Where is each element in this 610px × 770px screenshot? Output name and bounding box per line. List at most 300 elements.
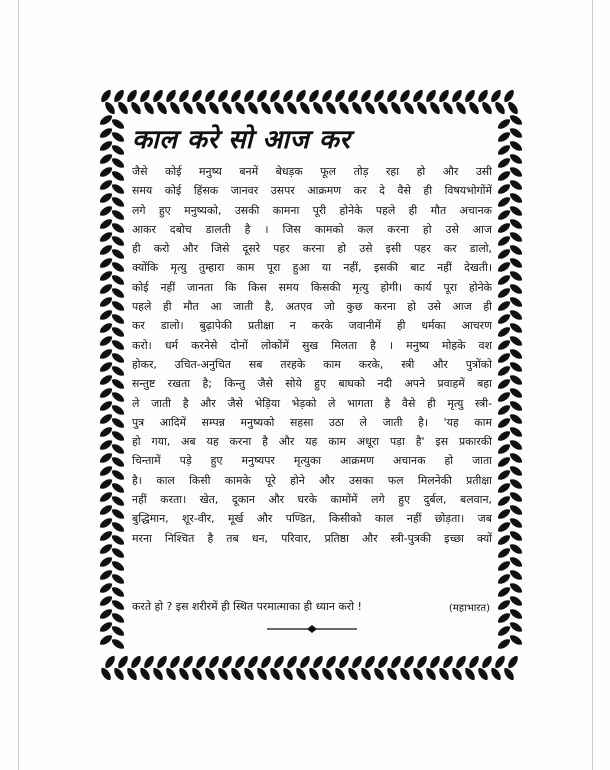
border-leaf	[497, 339, 512, 352]
border-leaf	[230, 89, 243, 104]
border-leaf	[126, 89, 139, 104]
border-leaf	[99, 465, 114, 478]
border-leaf	[451, 89, 464, 104]
border-leaf	[230, 667, 243, 682]
border-leaf	[139, 89, 152, 104]
body-line: बुद्धिमान, शूर-वीर, मूर्ख और पण्डित, किसीको काल नहीं छोड़ता। जब	[132, 512, 492, 526]
border-leaf	[503, 89, 516, 104]
border-leaf	[111, 248, 126, 261]
border-leaf	[111, 339, 126, 352]
border-leaf	[111, 599, 126, 612]
border-leaf	[338, 655, 351, 670]
body-line: सन्तुष्ट रखता है; किन्तु जैसे सोये हुए बाघको नदी अपने प्रवाहमें बहा	[132, 377, 492, 391]
body-line: है। काल किसी कामके पूरे होने और उसका फल मिलनेकी प्रतीक्षा	[132, 473, 492, 487]
border-leaf	[100, 89, 113, 104]
border-leaf	[195, 101, 208, 116]
border-leaf	[386, 89, 399, 104]
border-leaf	[497, 196, 512, 209]
border-leaf	[468, 101, 481, 116]
border-leaf	[99, 595, 114, 608]
border-leaf	[497, 222, 512, 235]
border-leaf	[334, 89, 347, 104]
border-leaf	[497, 131, 512, 144]
border-leaf	[99, 413, 114, 426]
border-leaf	[477, 89, 490, 104]
border-leaf	[111, 274, 126, 287]
border-leaf	[204, 89, 217, 104]
border-leaf	[497, 300, 512, 313]
border-leaf	[156, 655, 169, 670]
border-leaf	[111, 170, 126, 183]
border-leaf	[497, 482, 512, 495]
border-leaf	[399, 89, 412, 104]
border-leaf	[111, 391, 126, 404]
border-leaf	[113, 667, 126, 682]
border-leaf	[509, 270, 524, 283]
border-leaf	[497, 560, 512, 573]
border-leaf	[308, 667, 321, 682]
border-leaf	[468, 655, 481, 670]
border-leaf	[509, 595, 524, 608]
border-leaf	[477, 667, 490, 682]
border-leaf	[191, 89, 204, 104]
border-leaf	[111, 196, 126, 209]
border-leaf	[509, 387, 524, 400]
border-leaf	[438, 667, 451, 682]
border-leaf	[481, 655, 494, 670]
border-leaf	[143, 655, 156, 670]
border-leaf	[99, 491, 114, 504]
border-leaf	[509, 400, 524, 413]
border-leaf	[451, 667, 464, 682]
border-leaf	[364, 655, 377, 670]
border-leaf	[117, 101, 130, 116]
body-line: मरना निश्चित है तब धन, परिवार, प्रतिष्ठा और स्त्री-पुत्रकी इच्छा क्यों	[132, 531, 492, 545]
border-leaf	[509, 361, 524, 374]
border-leaf	[111, 482, 126, 495]
border-leaf	[403, 101, 416, 116]
bordered-frame	[98, 88, 524, 682]
border-leaf	[308, 89, 321, 104]
border-leaf	[111, 261, 126, 274]
border-leaf	[111, 378, 126, 391]
border-leaf	[99, 257, 114, 270]
border-leaf	[111, 586, 126, 599]
border-leaf	[497, 430, 512, 443]
border-leaf	[99, 283, 114, 296]
border-leaf	[509, 244, 524, 257]
border-leaf	[165, 667, 178, 682]
border-leaf	[99, 127, 114, 140]
border-leaf	[111, 547, 126, 560]
border-leaf	[497, 547, 512, 560]
border-leaf	[438, 89, 451, 104]
border-leaf	[377, 655, 390, 670]
border-leaf	[509, 582, 524, 595]
body-line: होकर, उचित-अनुचित सब तरहके काम करके, स्त्री और पुत्रोंको	[132, 357, 492, 371]
body-line: क्योंकि मृत्यु तुम्हारा काम पूरा हुआ या नहीं, इसकी बाट नहीं देखती।	[132, 261, 492, 275]
closing-line: करते हो ? इस शरीरमें ही स्थित परमात्माका ही ध्यान करो !	[132, 600, 362, 613]
border-leaf	[425, 667, 438, 682]
border-leaf	[412, 89, 425, 104]
border-leaf	[260, 655, 273, 670]
border-leaf	[295, 667, 308, 682]
border-leaf	[497, 248, 512, 261]
border-leaf	[386, 667, 399, 682]
border-leaf	[509, 192, 524, 205]
border-leaf	[260, 101, 273, 116]
border-leaf	[497, 118, 512, 131]
border-leaf	[509, 322, 524, 335]
border-leaf	[497, 456, 512, 469]
border-leaf	[509, 296, 524, 309]
border-leaf	[111, 573, 126, 586]
border-leaf	[509, 517, 524, 530]
border-leaf	[509, 114, 524, 127]
border-leaf	[497, 287, 512, 300]
border-leaf	[299, 655, 312, 670]
border-leaf	[113, 89, 126, 104]
border-leaf	[509, 127, 524, 140]
border-leaf	[347, 89, 360, 104]
border-leaf	[509, 543, 524, 556]
body-line: ही करो और जिसे दूसरे पहर करना हो उसे इसी पहर कर डालो,	[132, 242, 492, 256]
border-leaf	[509, 218, 524, 231]
border-leaf	[111, 534, 126, 547]
border-leaf	[99, 517, 114, 530]
border-leaf	[221, 655, 234, 670]
border-leaf	[130, 101, 143, 116]
border-leaf	[390, 655, 403, 670]
border-leaf	[403, 655, 416, 670]
border-leaf	[360, 667, 373, 682]
border-leaf	[208, 655, 221, 670]
border-leaf	[509, 569, 524, 582]
border-leaf	[99, 543, 114, 556]
border-leaf	[497, 365, 512, 378]
body-line: हो गया, अब यह करना है और यह काम अधूरा पड़ा है' इस प्रकारकी	[132, 435, 492, 449]
border-leaf	[99, 504, 114, 517]
border-leaf	[169, 101, 182, 116]
border-leaf	[156, 101, 169, 116]
border-leaf	[497, 508, 512, 521]
border-leaf	[442, 101, 455, 116]
border-leaf	[503, 667, 516, 682]
border-leaf	[152, 89, 165, 104]
body-line: ले जाती है और जैसे भेड़िया भेड़को ले भागता है वैसे ही मृत्यु स्त्री-	[132, 396, 492, 410]
border-leaf	[143, 101, 156, 116]
border-leaf	[347, 667, 360, 682]
border-leaf	[99, 569, 114, 582]
border-leaf	[99, 166, 114, 179]
body-line: करो। धर्म करनेसे दोनों लोकोंमें सुख मिलता है । मनुष्य मोहके वश	[132, 338, 492, 352]
border-leaf	[182, 655, 195, 670]
border-leaf	[256, 89, 269, 104]
border-leaf	[497, 534, 512, 547]
border-leaf	[497, 352, 512, 365]
border-leaf	[217, 89, 230, 104]
border-leaf	[325, 655, 338, 670]
border-leaf	[497, 573, 512, 586]
border-leaf	[269, 89, 282, 104]
border-leaf	[497, 378, 512, 391]
border-leaf	[269, 667, 282, 682]
border-leaf	[455, 655, 468, 670]
border-leaf	[509, 452, 524, 465]
border-leaf	[299, 101, 312, 116]
border-leaf	[373, 89, 386, 104]
border-leaf	[111, 313, 126, 326]
border-leaf	[429, 101, 442, 116]
border-leaf	[111, 417, 126, 430]
border-leaf	[364, 101, 377, 116]
border-leaf	[509, 465, 524, 478]
border-leaf	[497, 495, 512, 508]
border-leaf	[99, 335, 114, 348]
border-leaf	[509, 374, 524, 387]
border-leaf	[282, 667, 295, 682]
body-line: नहीं करता। खेत, दूकान और घरके कामोंमें लगे हुए दुर्बल, बलवान,	[132, 493, 492, 507]
body-line: पहले ही मौत आ जाती है, अतएव जो कुछ करना हो उसे आज ही	[132, 300, 492, 314]
border-leaf	[111, 612, 126, 625]
border-leaf	[509, 504, 524, 517]
border-leaf	[104, 101, 117, 116]
border-leaf	[234, 655, 247, 670]
border-leaf	[273, 655, 286, 670]
border-leaf	[234, 101, 247, 116]
border-leaf	[99, 348, 114, 361]
border-leaf	[360, 89, 373, 104]
border-leaf	[99, 634, 114, 647]
border-leaf	[497, 417, 512, 430]
border-leaf	[509, 309, 524, 322]
border-leaf	[497, 586, 512, 599]
border-leaf	[204, 667, 217, 682]
border-leaf	[99, 608, 114, 621]
border-leaf	[111, 287, 126, 300]
border-leaf	[178, 89, 191, 104]
border-leaf	[182, 101, 195, 116]
border-leaf	[221, 101, 234, 116]
border-leaf	[509, 153, 524, 166]
border-leaf	[99, 309, 114, 322]
border-leaf	[416, 101, 429, 116]
border-leaf	[273, 101, 286, 116]
border-leaf	[416, 655, 429, 670]
border-leaf	[247, 101, 260, 116]
border-leaf	[509, 166, 524, 179]
border-leaf	[295, 89, 308, 104]
border-leaf	[464, 89, 477, 104]
border-leaf	[99, 374, 114, 387]
border-leaf	[111, 443, 126, 456]
border-leaf	[509, 179, 524, 192]
border-leaf	[351, 655, 364, 670]
body-line: समय कोई हिंसक जानवर उसपर आक्रमण कर दे वैसे ही विषयभोगोंमें	[132, 184, 492, 198]
border-leaf	[497, 599, 512, 612]
border-leaf	[509, 491, 524, 504]
border-leaf	[399, 667, 412, 682]
border-leaf	[99, 439, 114, 452]
border-leaf	[152, 667, 165, 682]
border-leaf	[99, 179, 114, 192]
border-leaf	[509, 556, 524, 569]
border-leaf	[509, 634, 524, 647]
border-leaf	[497, 326, 512, 339]
border-leaf	[497, 209, 512, 222]
border-leaf	[497, 274, 512, 287]
border-leaf	[321, 667, 334, 682]
body-line: आकर दबोच डालती है । जिस कामको कल करना हो उसे आज	[132, 222, 492, 236]
border-leaf	[111, 326, 126, 339]
border-leaf	[509, 608, 524, 621]
border-leaf	[99, 556, 114, 569]
border-leaf	[497, 235, 512, 248]
border-leaf	[464, 667, 477, 682]
border-leaf	[497, 183, 512, 196]
border-leaf	[99, 530, 114, 543]
border-leaf	[442, 655, 455, 670]
border-leaf	[497, 469, 512, 482]
border-leaf	[509, 283, 524, 296]
border-leaf	[247, 655, 260, 670]
border-leaf	[111, 560, 126, 573]
body-line: पुत्र आदिमें सम्पन्न मनुष्यको सहसा उठा ले जाती है। 'यह काम	[132, 415, 492, 429]
border-leaf	[208, 101, 221, 116]
border-leaf	[111, 521, 126, 534]
border-leaf	[99, 361, 114, 374]
border-leaf	[429, 655, 442, 670]
border-leaf	[286, 655, 299, 670]
body-line: लगे हुए मनुष्यको, उसकी कामना पूरी होनेके पहले ही मौत अचानक	[132, 203, 492, 217]
article-body	[132, 162, 492, 548]
border-leaf	[111, 638, 126, 651]
border-leaf	[104, 655, 117, 670]
border-leaf	[509, 140, 524, 153]
border-leaf	[139, 667, 152, 682]
border-leaf	[99, 140, 114, 153]
border-leaf	[111, 352, 126, 365]
border-leaf	[126, 667, 139, 682]
border-leaf	[497, 391, 512, 404]
border-leaf	[111, 118, 126, 131]
border-leaf	[497, 443, 512, 456]
border-leaf	[111, 495, 126, 508]
border-leaf	[99, 153, 114, 166]
border-leaf	[497, 404, 512, 417]
border-leaf	[169, 655, 182, 670]
border-leaf	[494, 101, 507, 116]
border-leaf	[509, 257, 524, 270]
border-leaf	[111, 365, 126, 378]
border-leaf	[111, 157, 126, 170]
border-leaf	[507, 655, 520, 670]
border-leaf	[325, 101, 338, 116]
border-leaf	[497, 612, 512, 625]
border-leaf	[100, 667, 113, 682]
border-leaf	[497, 625, 512, 638]
border-leaf	[412, 667, 425, 682]
border-leaf	[130, 655, 143, 670]
border-leaf	[99, 400, 114, 413]
source-attribution: (महाभारत)	[448, 603, 490, 614]
border-leaf	[111, 404, 126, 417]
border-leaf	[111, 430, 126, 443]
border-leaf	[490, 89, 503, 104]
border-leaf	[111, 209, 126, 222]
border-leaf	[99, 218, 114, 231]
border-leaf	[497, 157, 512, 170]
border-leaf	[111, 183, 126, 196]
border-leaf	[425, 89, 438, 104]
border-leaf	[117, 655, 130, 670]
border-leaf	[99, 621, 114, 634]
body-line: चिन्तामें पड़े हुए मनुष्यपर मृत्युका आक्रमण अचानक हो जाता	[132, 454, 492, 468]
border-leaf	[497, 144, 512, 157]
border-leaf	[243, 667, 256, 682]
border-leaf	[195, 655, 208, 670]
border-leaf	[497, 170, 512, 183]
border-leaf	[490, 667, 503, 682]
body-line: कर डालो। बुढ़ापेकी प्रतीक्षा न करके जवानीमें ही धर्मका आचरण	[132, 319, 492, 333]
border-leaf	[111, 300, 126, 313]
border-leaf	[509, 530, 524, 543]
border-leaf	[243, 89, 256, 104]
border-leaf	[111, 625, 126, 638]
border-leaf	[321, 89, 334, 104]
border-leaf	[312, 101, 325, 116]
border-leaf	[99, 582, 114, 595]
border-leaf	[481, 101, 494, 116]
border-leaf	[509, 335, 524, 348]
border-leaf	[377, 101, 390, 116]
border-leaf	[497, 261, 512, 274]
article-title: काल करे सो आज कर	[132, 125, 351, 155]
border-leaf	[111, 144, 126, 157]
border-leaf	[312, 655, 325, 670]
border-leaf	[217, 667, 230, 682]
article-content	[132, 124, 492, 648]
border-leaf	[507, 101, 520, 116]
border-leaf	[99, 114, 114, 127]
border-leaf	[111, 131, 126, 144]
border-leaf	[256, 667, 269, 682]
border-leaf	[497, 521, 512, 534]
border-leaf	[497, 638, 512, 651]
border-leaf	[494, 655, 507, 670]
border-leaf	[497, 313, 512, 326]
border-leaf	[111, 508, 126, 521]
border-leaf	[99, 296, 114, 309]
body-line: कोई नहीं जानता कि किस समय किसकी मृत्यु होगी। कार्य पूरा होनेके	[132, 280, 492, 294]
border-leaf	[509, 621, 524, 634]
divider-ornament	[267, 624, 357, 634]
border-leaf	[509, 348, 524, 361]
border-leaf	[351, 101, 364, 116]
border-leaf	[390, 101, 403, 116]
border-leaf	[99, 426, 114, 439]
border-leaf	[373, 667, 386, 682]
border-leaf	[509, 413, 524, 426]
border-leaf	[99, 231, 114, 244]
border-leaf	[509, 426, 524, 439]
border-leaf	[99, 478, 114, 491]
border-leaf	[99, 387, 114, 400]
border-leaf	[509, 478, 524, 491]
border-leaf	[509, 231, 524, 244]
border-leaf	[334, 667, 347, 682]
border-leaf	[509, 205, 524, 218]
